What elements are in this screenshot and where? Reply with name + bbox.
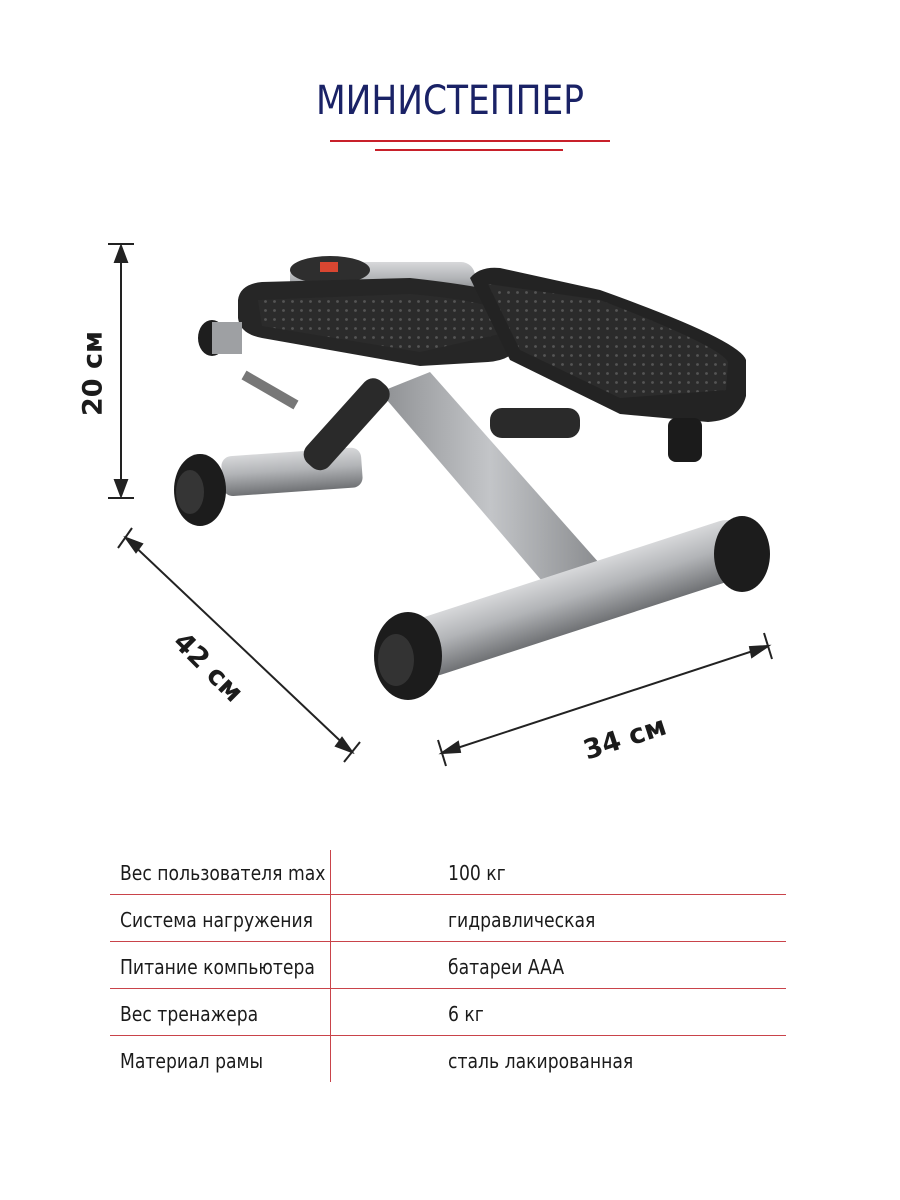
spec-label: Вес пользователя max (120, 861, 326, 885)
spec-value: 100 кг (448, 861, 506, 885)
spec-value: батареи AAA (448, 955, 565, 979)
page-title: МИНИСТЕППЕР (316, 78, 584, 124)
spec-label: Система нагружения (120, 908, 314, 932)
spec-value: 6 кг (448, 1002, 484, 1026)
title-underline-short (375, 149, 563, 151)
spec-row (110, 848, 786, 895)
spec-row (110, 989, 786, 1036)
width-dimension: 34 см (579, 710, 671, 767)
spec-value: сталь лакированная (448, 1049, 634, 1073)
spec-label: Питание компьютера (120, 955, 315, 979)
spec-value: гидравлическая (448, 908, 596, 932)
product-image (0, 200, 900, 820)
spec-label: Материал рамы (120, 1049, 264, 1073)
depth-dimension: 42 см (166, 626, 250, 709)
height-dimension: 20 см (77, 330, 109, 417)
spec-table (110, 848, 786, 1082)
title-underline-long (330, 140, 610, 142)
spec-row (110, 942, 786, 989)
spec-label: Вес тренажера (120, 1002, 259, 1026)
spec-row (110, 895, 786, 942)
spec-row (110, 1036, 786, 1082)
